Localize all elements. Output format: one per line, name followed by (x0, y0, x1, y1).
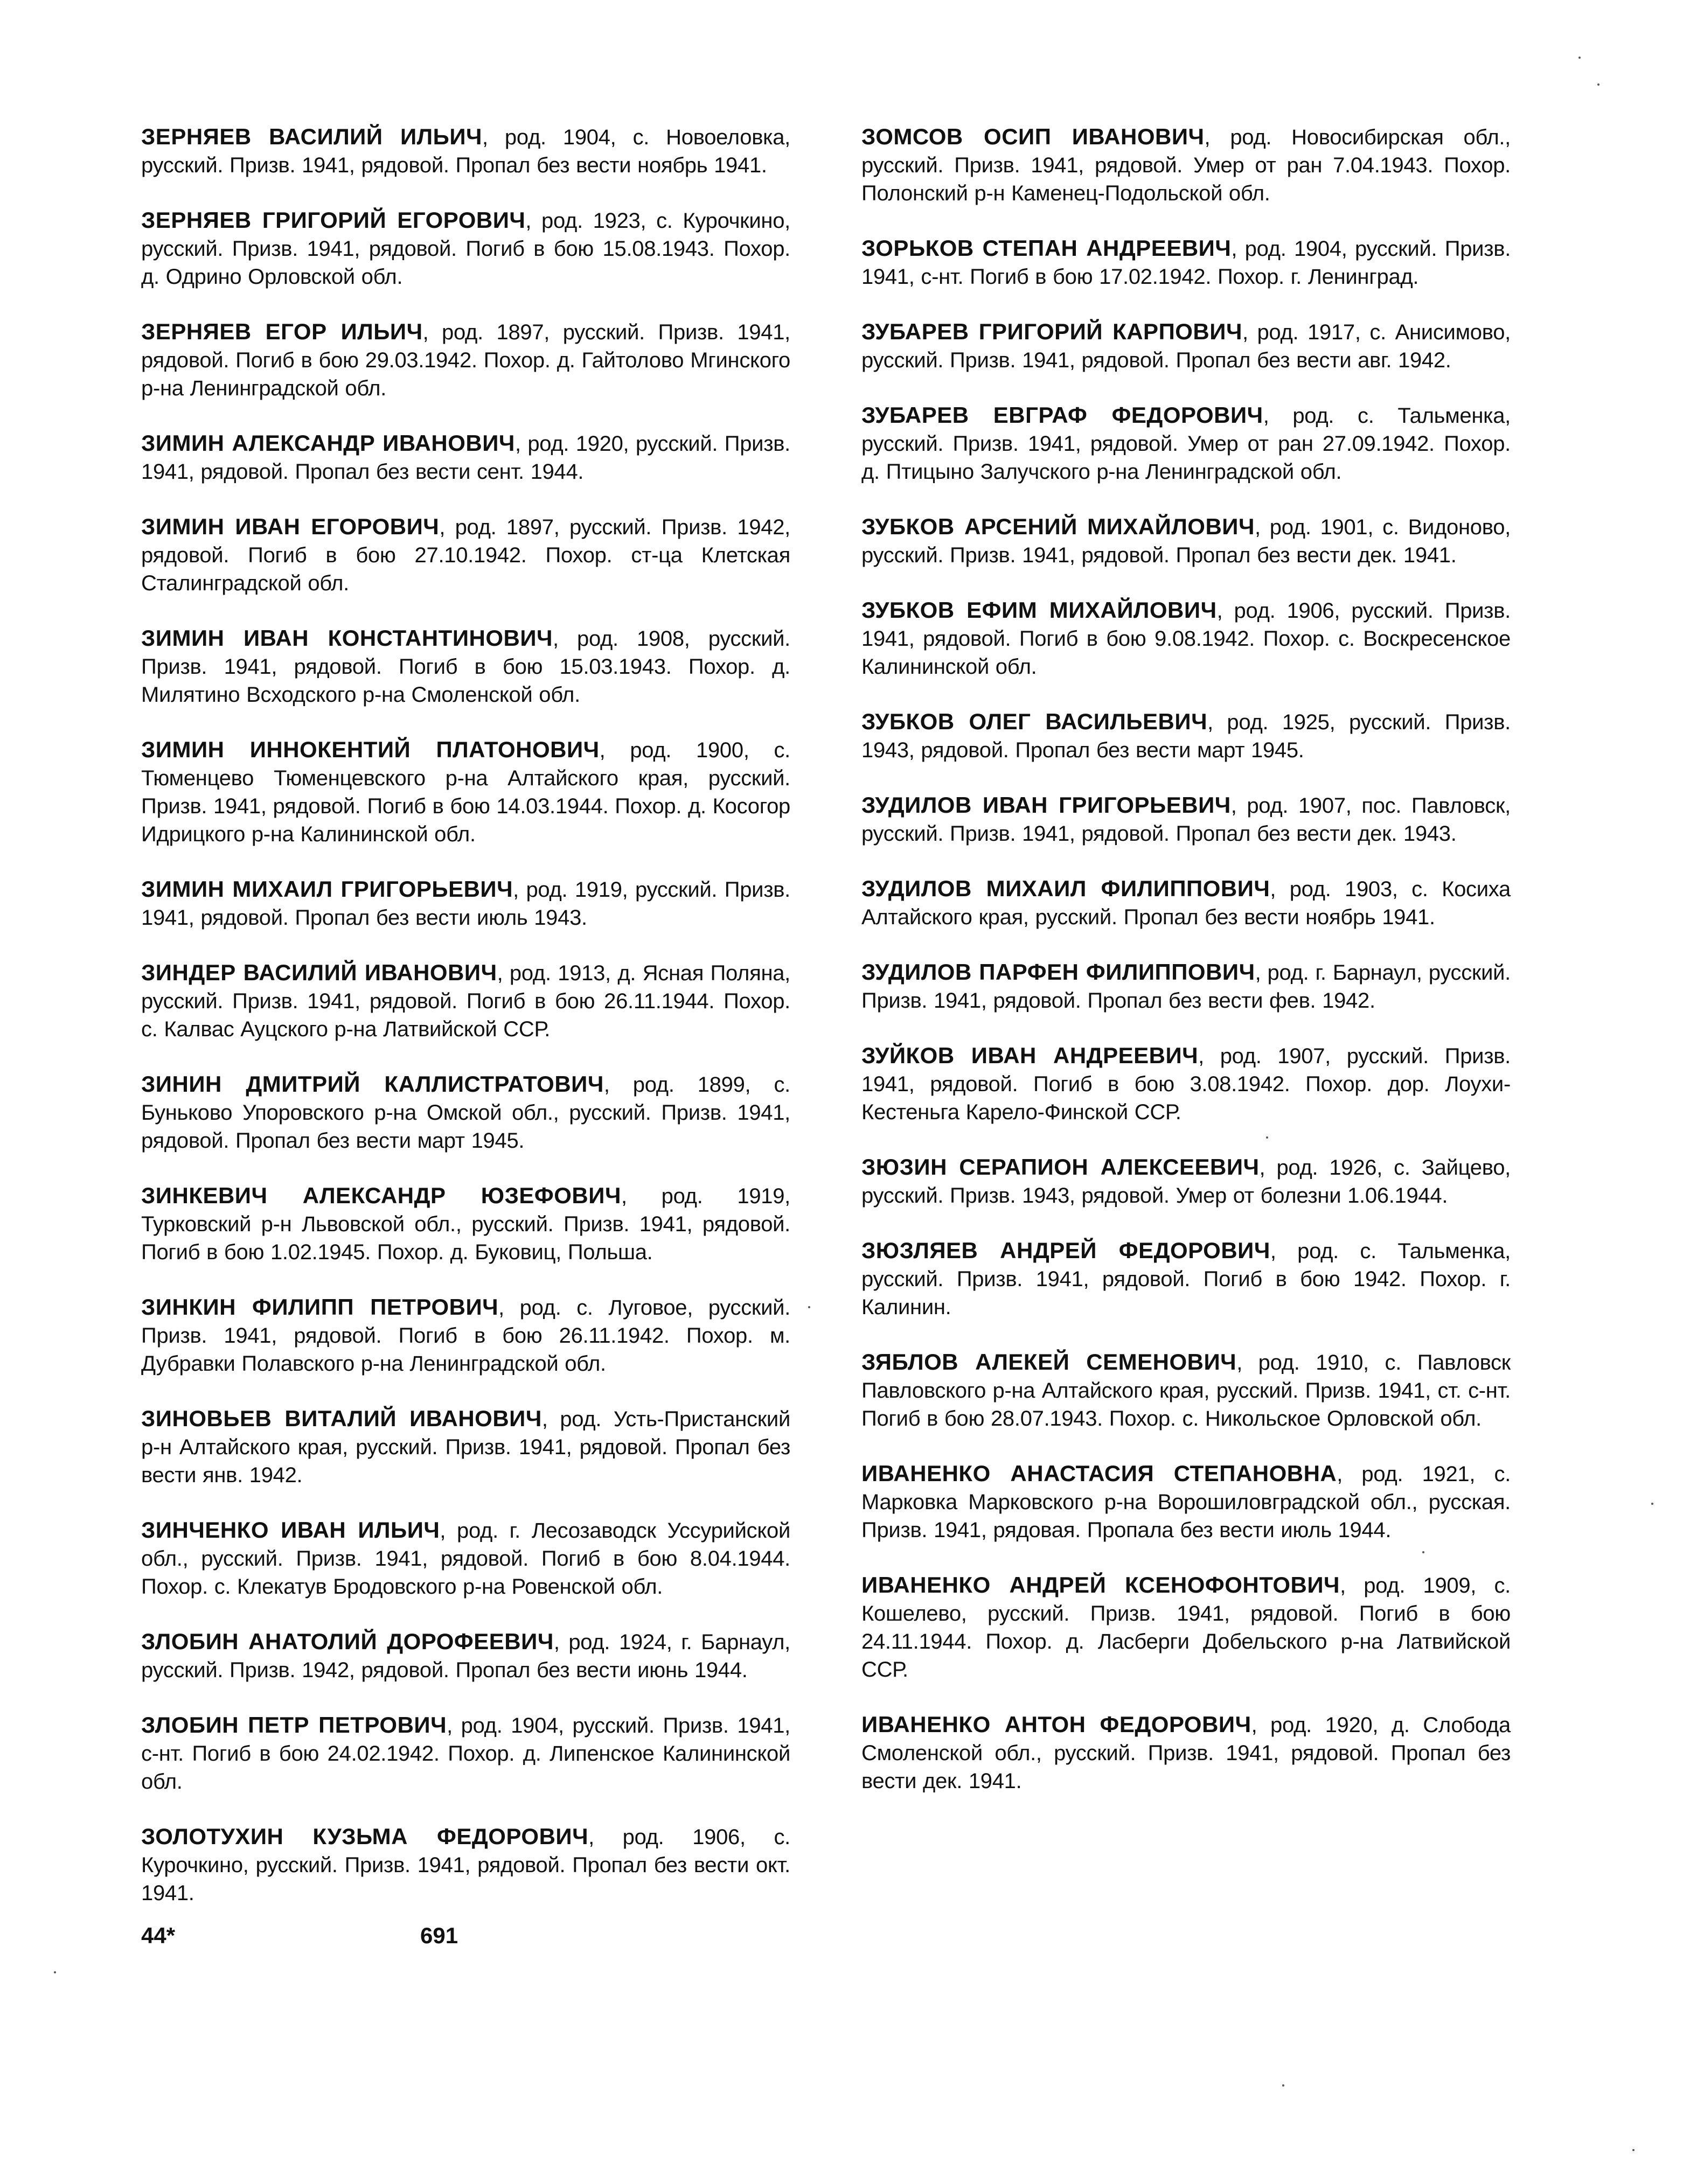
entry-details: , род. с. Луговое, русский. Призв. 1941, рядовой. Погиб в бою 26.11.1942. Похор. м. Дубравки Полавского р-на Ленинградской обл. (141, 1296, 791, 1376)
scan-speck (1282, 2084, 1284, 2087)
biographical-entry (861, 513, 1511, 569)
entry-details: , род. 1897, русский. Призв. 1942, рядовой. Погиб в бою 27.10.1942. Похор. ст-ца Клетская Сталинградской обл. (141, 515, 790, 595)
biographical-entry (141, 1070, 790, 1155)
biographical-entry (141, 1516, 790, 1601)
entry-details: , род. с. Тальменка, русский. Призв. 1941, рядовой. Умер от ран 27.09.1942. Похор. д. Птицыно Залучского р-на Ленинградской обл. (861, 404, 1511, 484)
entry-details: , род. 1900, с. Тюменцево Тюменцевского р-на Алтайского края, русский. Призв. 1941, рядовой. Погиб в бою 14.03.1944. Похор. д. Косогор Идрицкого р-на Калининской обл. (141, 738, 790, 846)
biographical-entry (141, 206, 790, 291)
biographical-entry (141, 429, 790, 486)
entry-name: ЗИМИН ИННОКЕНТИЙ ПЛАТОНОВИЧ (141, 737, 600, 762)
entry-details: , род. 1906, русский. Призв. 1941, рядовой. Погиб в бою 9.08.1942. Похор. с. Воскресенское Калининской обл. (861, 599, 1511, 679)
entry-details: , род. 1897, русский. Призв. 1941, рядовой. Погиб в бою 29.03.1942. Похор. д. Гайтолово Мгинского р-на Ленинградской обл. (141, 320, 790, 400)
biographical-entry (141, 1711, 790, 1796)
entry-details: , род. 1904, с. Новоеловка, русский. Призв. 1941, рядовой. Пропал без вести ноябрь 1941. (141, 125, 790, 177)
biographical-entry (861, 1571, 1511, 1684)
entry-name: ЗЮЗИН СЕРАПИОН АЛЕКСЕЕВИЧ (861, 1154, 1260, 1180)
entry-name: ЗУДИЛОВ ИВАН ГРИГОРЬЕВИЧ (861, 792, 1231, 818)
entry-details: , род. 1904, русский. Призв. 1941, с-нт. Погиб в бою 17.02.1942. Похор. г. Ленинград. (861, 237, 1511, 289)
biographical-entry (861, 791, 1511, 848)
entry-name: ЗИНЧЕНКО ИВАН ИЛЬИЧ (141, 1517, 440, 1543)
entry-name: ИВАНЕНКО АНДРЕЙ КСЕНОФОНТОВИЧ (861, 1572, 1340, 1597)
scan-speck (1578, 57, 1581, 59)
entry-name: ЗИНДЕР ВАСИЛИЙ ИВАНОВИЧ (141, 960, 497, 985)
entry-name: ЗИМИН ИВАН ЕГОРОВИЧ (141, 514, 440, 539)
biographical-entry (861, 596, 1511, 681)
entry-details: , род. г. Барнаул, русский. Призв. 1941, рядовой. Пропал без вести фев. 1942. (861, 961, 1511, 1013)
left-column (141, 123, 790, 1934)
entry-details: , род. 1909, с. Кошелево, русский. Призв. 1941, рядовой. Погиб в бою 24.11.1944. Похор. д. Ласберги Добельского р-на Латвийской ССР. (861, 1574, 1511, 1681)
entry-details: , род. 1925, русский. Призв. 1943, рядовой. Пропал без вести март 1945. (861, 710, 1511, 762)
entry-name: ЗУБАРЕВ ГРИГОРИЙ КАРПОВИЧ (861, 319, 1242, 344)
entry-details: , род. Новосибирская обл., русский. Призв. 1941, рядовой. Умер от ран 7.04.1943. Похор. Полонский р-н Каменец-Подольской обл. (861, 125, 1511, 205)
scan-speck (1422, 1551, 1424, 1553)
biographical-entry (861, 708, 1511, 764)
entry-details: , род. 1917, с. Анисимово, русский. Призв. 1941, рядовой. Пропал без вести авг. 1942. (861, 320, 1511, 372)
entry-details: , род. 1920, д. Слобода Смоленской обл., русский. Призв. 1941, рядовой. Пропал без вести дек. 1941. (861, 1713, 1511, 1793)
sheet-signature: 44* (141, 1923, 176, 1948)
entry-name: ЗИМИН ИВАН КОНСТАНТИНОВИЧ (141, 625, 553, 651)
entry-name: ЗУБАРЕВ ЕВГРАФ ФЕДОРОВИЧ (861, 402, 1263, 428)
entry-details: , род. 1903, с. Косиха Алтайского края, русский. Пропал без вести ноябрь 1941. (861, 877, 1511, 929)
entry-name: ЗУБКОВ ОЛЕГ ВАСИЛЬЕВИЧ (861, 709, 1208, 734)
scan-speck (1266, 1136, 1268, 1139)
entry-details: , род. 1901, с. Видоново, русский. Призв. 1941, рядовой. Пропал без вести дек. 1941. (861, 515, 1511, 567)
scan-speck (54, 1971, 56, 1973)
biographical-entry (861, 1348, 1511, 1433)
biographical-entry (861, 958, 1511, 1015)
entry-name: ЗУДИЛОВ ПАРФЕН ФИЛИППОВИЧ (861, 959, 1255, 985)
entry-name: ЗЕРНЯЕВ ВАСИЛИЙ ИЛЬИЧ (141, 124, 483, 149)
scan-speck (1651, 1503, 1653, 1505)
biographical-entry (141, 1293, 790, 1378)
entry-details: , род. 1919, Турковский р-н Львовской обл., русский. Призв. 1941, рядовой. Погиб в бою 1.02.1945. Похор. д. Буковиц, Польша. (141, 1184, 790, 1264)
entry-name: ЗЛОБИН АНАТОЛИЙ ДОРОФЕЕВИЧ (141, 1629, 554, 1654)
entry-name: ЗЕРНЯЕВ ГРИГОРИЙ ЕГОРОВИЧ (141, 207, 526, 233)
biographical-entry (141, 959, 790, 1043)
entry-name: ЗУБКОВ ЕФИМ МИХАЙЛОВИЧ (861, 597, 1217, 623)
page-number: 691 (420, 1923, 458, 1948)
entry-details: , род. г. Лесозаводск Уссурийской обл., русский. Призв. 1941, рядовой. Погиб в бою 8.04.1944. Похор. с. Клекатув Бродовского р-на Ровенской обл. (141, 1519, 790, 1599)
biographical-entry (861, 1042, 1511, 1126)
entry-name: ЗЯБЛОВ АЛЕКЕЙ СЕМЕНОВИЧ (861, 1349, 1237, 1374)
entry-name: ЗИНКИН ФИЛИПП ПЕТРОВИЧ (141, 1294, 499, 1320)
biographical-entry (141, 1628, 790, 1684)
entry-details: , род. 1923, с. Курочкино, русский. Призв. 1941, рядовой. Погиб в бою 15.08.1943. Похор. д. Одрино Орловской обл. (141, 209, 790, 289)
biographical-entry (141, 875, 790, 932)
entry-details: , род. 1907, русский. Призв. 1941, рядовой. Погиб в бою 3.08.1942. Похор. дор. Лоухи-Кестеньга Карело-Финской ССР. (861, 1044, 1511, 1124)
entry-name: ЗУДИЛОВ МИХАИЛ ФИЛИППОВИЧ (861, 876, 1270, 901)
entry-name: ЗИМИН МИХАИЛ ГРИГОРЬЕВИЧ (141, 876, 513, 902)
entry-name: ЗОЛОТУХИН КУЗЬМА ФЕДОРОВИЧ (141, 1824, 589, 1849)
biographical-entry (141, 318, 790, 402)
biographical-entry (861, 234, 1511, 291)
entry-name: ЗЕРНЯЕВ ЕГОР ИЛЬИЧ (141, 319, 423, 344)
biographical-entry (861, 1153, 1511, 1210)
entry-details: , род. 1906, с. Курочкино, русский. Призв. 1941, рядовой. Пропал без вести окт. 1941. (141, 1825, 790, 1905)
biographical-entry (141, 123, 790, 179)
entry-name: ИВАНЕНКО АНТОН ФЕДОРОВИЧ (861, 1712, 1251, 1737)
biographical-entry (861, 401, 1511, 486)
entry-details: , род. 1910, с. Павловск Павловского р-на Алтайского края, русский. Призв. 1941, ст. с-нт. Погиб в бою 28.07.1943. Похор. с. Никольское Орловской обл. (861, 1351, 1511, 1431)
biographical-entry (141, 624, 790, 709)
biographical-entry (861, 1460, 1511, 1544)
biographical-entry (861, 123, 1511, 207)
entry-name: ЗУБКОВ АРСЕНИЙ МИХАЙЛОВИЧ (861, 514, 1255, 539)
entry-name: ЗИНОВЬЕВ ВИТАЛИЙ ИВАНОВИЧ (141, 1406, 542, 1431)
entry-name: ЗОМСОВ ОСИП ИВАНОВИЧ (861, 124, 1205, 149)
entry-details: , род. 1913, д. Ясная Поляна, русский. Призв. 1941, рядовой. Погиб в бою 26.11.1944. Похор. с. Калвас Ауцского р-на Латвийской ССР. (141, 961, 790, 1041)
entry-name: ИВАНЕНКО АНАСТАСИЯ СТЕПАНОВНА (861, 1461, 1337, 1486)
biographical-entry (861, 318, 1511, 374)
entry-details: , род. 1899, с. Буньково Упоровского р-на Омской обл., русский. Призв. 1941, рядовой. Пропал без вести март 1945. (141, 1073, 790, 1153)
entry-name: ЗОРЬКОВ СТЕПАН АНДРЕЕВИЧ (861, 235, 1232, 261)
entry-details: , род. 1907, пос. Павловск, русский. Призв. 1941, рядовой. Пропал без вести дек. 1943. (861, 794, 1511, 846)
biographical-entry (861, 1711, 1511, 1795)
entry-details: , род. 1926, с. Зайцево, русский. Призв. 1943, рядовой. Умер от болезни 1.06.1944. (861, 1156, 1511, 1208)
entry-details: , род. 1919, русский. Призв. 1941, рядовой. Пропал без вести июль 1943. (141, 878, 790, 930)
biographical-entry (141, 1405, 790, 1489)
entry-name: ЗЮЗЛЯЕВ АНДРЕЙ ФЕДОРОВИЧ (861, 1238, 1270, 1263)
scan-speck (1632, 2149, 1635, 2151)
biographical-entry (141, 1823, 790, 1907)
biographical-entry (861, 1237, 1511, 1321)
entry-name: ЗИНКЕВИЧ АЛЕКСАНДР ЮЗЕФОВИЧ (141, 1183, 621, 1208)
entry-name: ЗИНИН ДМИТРИЙ КАЛЛИСТРАТОВИЧ (141, 1071, 604, 1097)
entry-name: ЗИМИН АЛЕКСАНДР ИВАНОВИЧ (141, 430, 515, 456)
biographical-entry (861, 875, 1511, 931)
biographical-entry (141, 736, 790, 848)
right-column (861, 123, 1511, 1822)
entry-details: , род. Усть-Пристанский р-н Алтайского края, русский. Призв. 1941, рядовой. Пропал без вести янв. 1942. (141, 1407, 790, 1487)
entry-details: , род. 1921, с. Марковка Марковского р-на Ворошиловградской обл., русская. Призв. 1941, рядовая. Пропала без вести июль 1944. (861, 1462, 1511, 1542)
biographical-entry (141, 513, 790, 597)
entry-details: , род. с. Тальменка, русский. Призв. 1941, рядовой. Погиб в бою 1942. Похор. г. Калинин. (861, 1239, 1511, 1319)
entry-details: , род. 1904, русский. Призв. 1941, с-нт. Погиб в бою 24.02.1942. Похор. д. Липенское Калининской обл. (141, 1714, 791, 1794)
scan-speck (1597, 83, 1599, 86)
entry-name: ЗЛОБИН ПЕТР ПЕТРОВИЧ (141, 1712, 447, 1738)
entry-details: , род. 1924, г. Барнаул, русский. Призв. 1942, рядовой. Пропал без вести июнь 1944. (141, 1630, 790, 1682)
entry-details: , род. 1920, русский. Призв. 1941, рядовой. Пропал без вести сент. 1944. (141, 432, 790, 484)
biographical-entry (141, 1182, 790, 1266)
entry-name: ЗУЙКОВ ИВАН АНДРЕЕВИЧ (861, 1043, 1199, 1068)
scan-speck (808, 1306, 810, 1308)
entry-details: , род. 1908, русский. Призв. 1941, рядовой. Погиб в бою 15.03.1943. Похор. д. Милятино Всходского р-на Смоленской обл. (141, 627, 790, 707)
